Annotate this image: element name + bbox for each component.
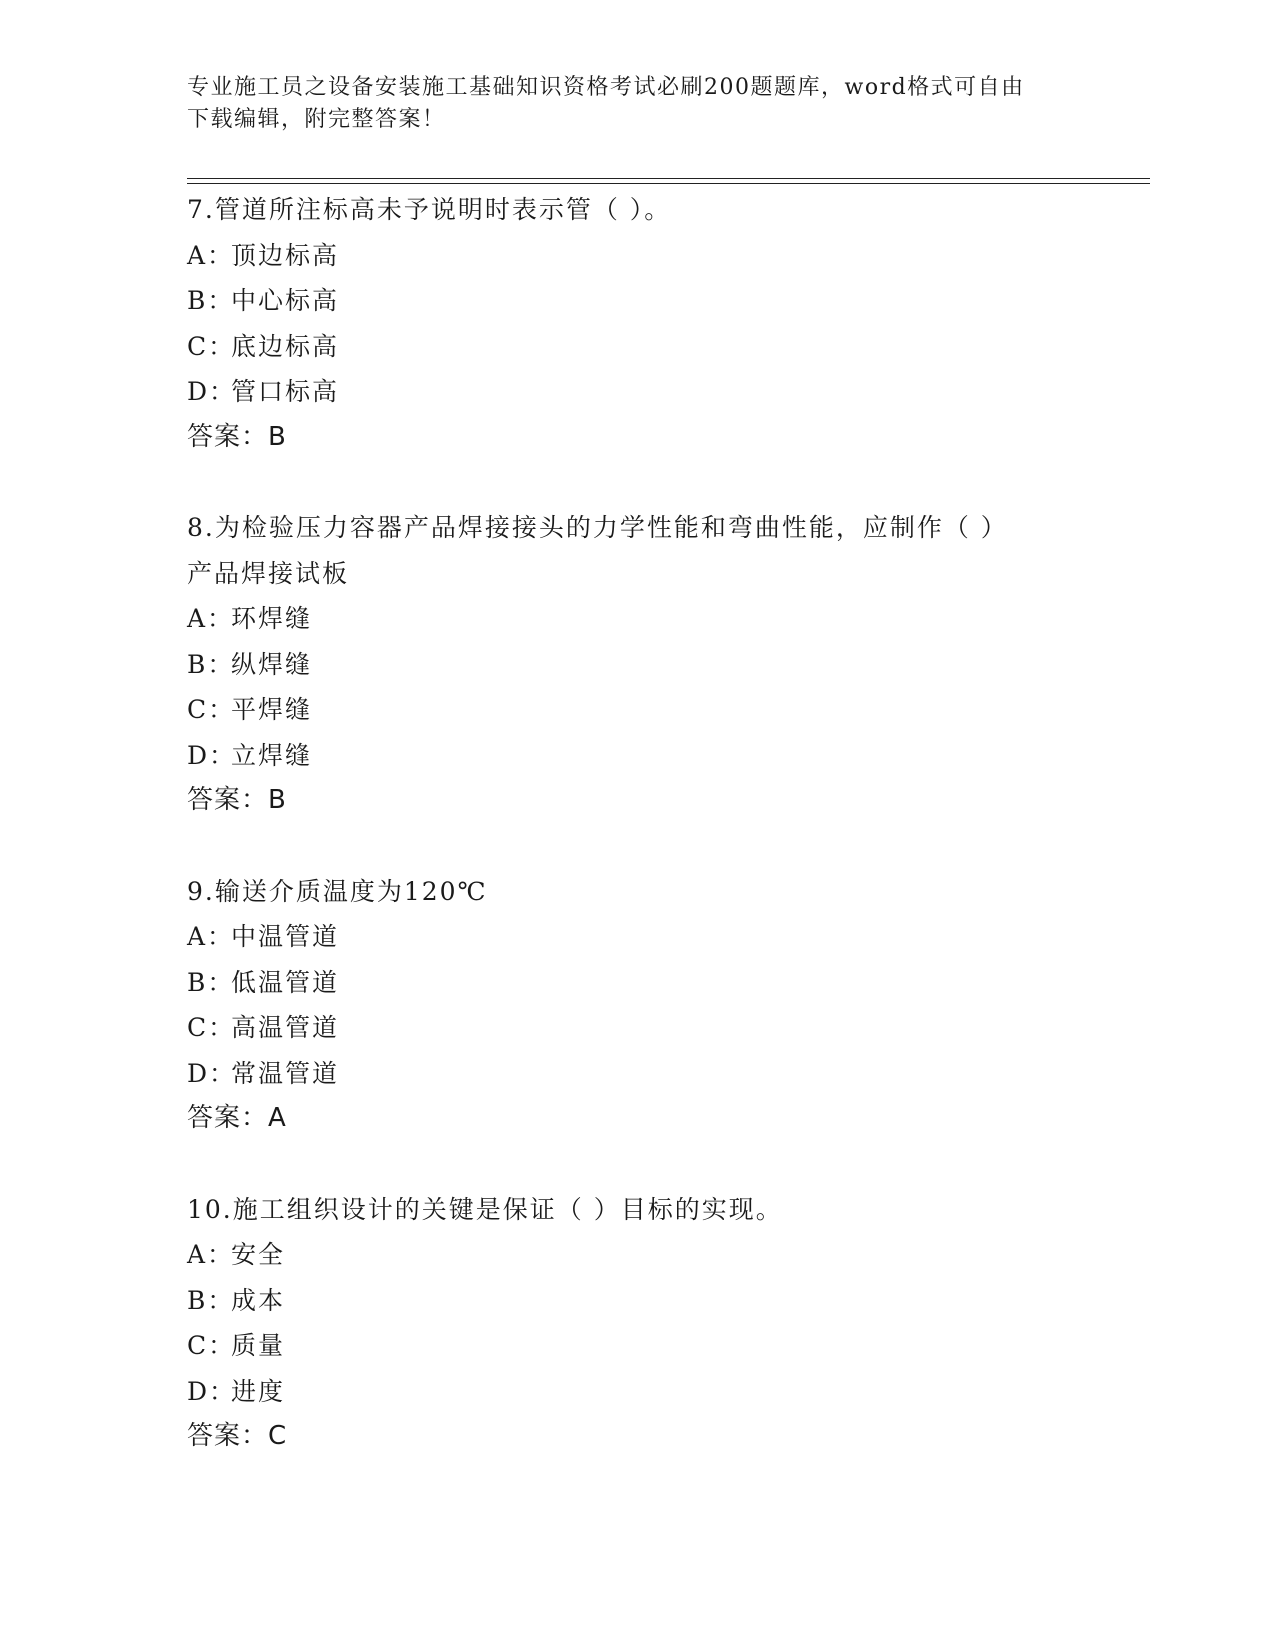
question-stem-continued: 产品焊接试板	[187, 558, 350, 588]
question-8	[187, 505, 1087, 824]
header-divider-bottom	[187, 183, 1150, 184]
answer-line: 答案：B	[187, 785, 287, 815]
option-text: 环焊缝	[231, 604, 313, 633]
option-text: 质量	[231, 1331, 286, 1360]
option-key: B：	[187, 649, 235, 679]
option-text: 中温管道	[231, 922, 340, 951]
question-7	[187, 187, 1087, 460]
question-stem: 8.为检验压力容器产品焊接接头的力学性能和弯曲性能，应制作（ ）	[187, 513, 1008, 542]
header-divider-top	[187, 178, 1150, 179]
option-key: B：	[187, 1285, 235, 1315]
option-b	[187, 1278, 1087, 1324]
option-b	[187, 278, 1087, 324]
option-c	[187, 687, 1087, 733]
option-text: 进度	[231, 1376, 286, 1406]
option-d	[187, 1051, 1087, 1097]
option-key: C：	[187, 1331, 236, 1360]
option-a	[187, 233, 1087, 279]
option-key: D：	[187, 1058, 237, 1088]
answer-line: 答案：A	[187, 1103, 287, 1133]
option-text: 顶边标高	[231, 240, 340, 270]
option-text: 常温管道	[231, 1058, 340, 1088]
option-d	[187, 1369, 1087, 1415]
option-c	[187, 324, 1087, 370]
option-text: 高温管道	[231, 1013, 340, 1042]
option-text: 底边标高	[231, 331, 340, 361]
option-key: D：	[187, 740, 237, 770]
option-text: 纵焊缝	[231, 649, 313, 679]
option-text: 管口标高	[231, 377, 340, 406]
option-a	[187, 1232, 1087, 1278]
option-key: C：	[187, 331, 236, 361]
option-key: B：	[187, 967, 235, 997]
question-stem: 10.施工组织设计的关键是保证（ ）目标的实现。	[187, 1194, 783, 1224]
option-key: A：	[187, 1240, 235, 1269]
question-10	[187, 1187, 1087, 1460]
question-stem: 7.管道所注标高未予说明时表示管（ ）。	[187, 195, 672, 224]
header-line-1: 专业施工员之设备安装施工基础知识资格考试必刷200题题库，word格式可自由	[187, 75, 1025, 100]
answer-line: 答案：C	[187, 1421, 288, 1451]
option-key: A：	[187, 240, 235, 270]
option-key: C：	[187, 1013, 236, 1042]
option-b	[187, 960, 1087, 1006]
option-d	[187, 733, 1087, 779]
option-b	[187, 642, 1087, 688]
option-c	[187, 1323, 1087, 1369]
option-key: C：	[187, 695, 236, 724]
answer-line: 答案：B	[187, 421, 287, 452]
option-text: 中心标高	[231, 286, 340, 315]
document-header	[187, 72, 1067, 136]
option-key: B：	[187, 286, 235, 315]
question-stem: 9.输送介质温度为120℃	[187, 876, 488, 906]
option-key: D：	[187, 1376, 237, 1406]
option-key: A：	[187, 922, 235, 951]
question-9	[187, 869, 1087, 1142]
option-key: A：	[187, 604, 235, 633]
option-text: 安全	[231, 1240, 286, 1269]
option-text: 低温管道	[231, 967, 340, 997]
option-text: 成本	[231, 1285, 286, 1315]
option-a	[187, 596, 1087, 642]
option-text: 立焊缝	[231, 740, 313, 770]
option-a	[187, 914, 1087, 960]
option-text: 平焊缝	[231, 695, 313, 724]
question-list	[187, 187, 1087, 1505]
header-line-2: 下载编辑，附完整答案！	[187, 107, 446, 132]
option-c	[187, 1005, 1087, 1051]
option-d	[187, 369, 1087, 415]
option-key: D：	[187, 377, 237, 406]
